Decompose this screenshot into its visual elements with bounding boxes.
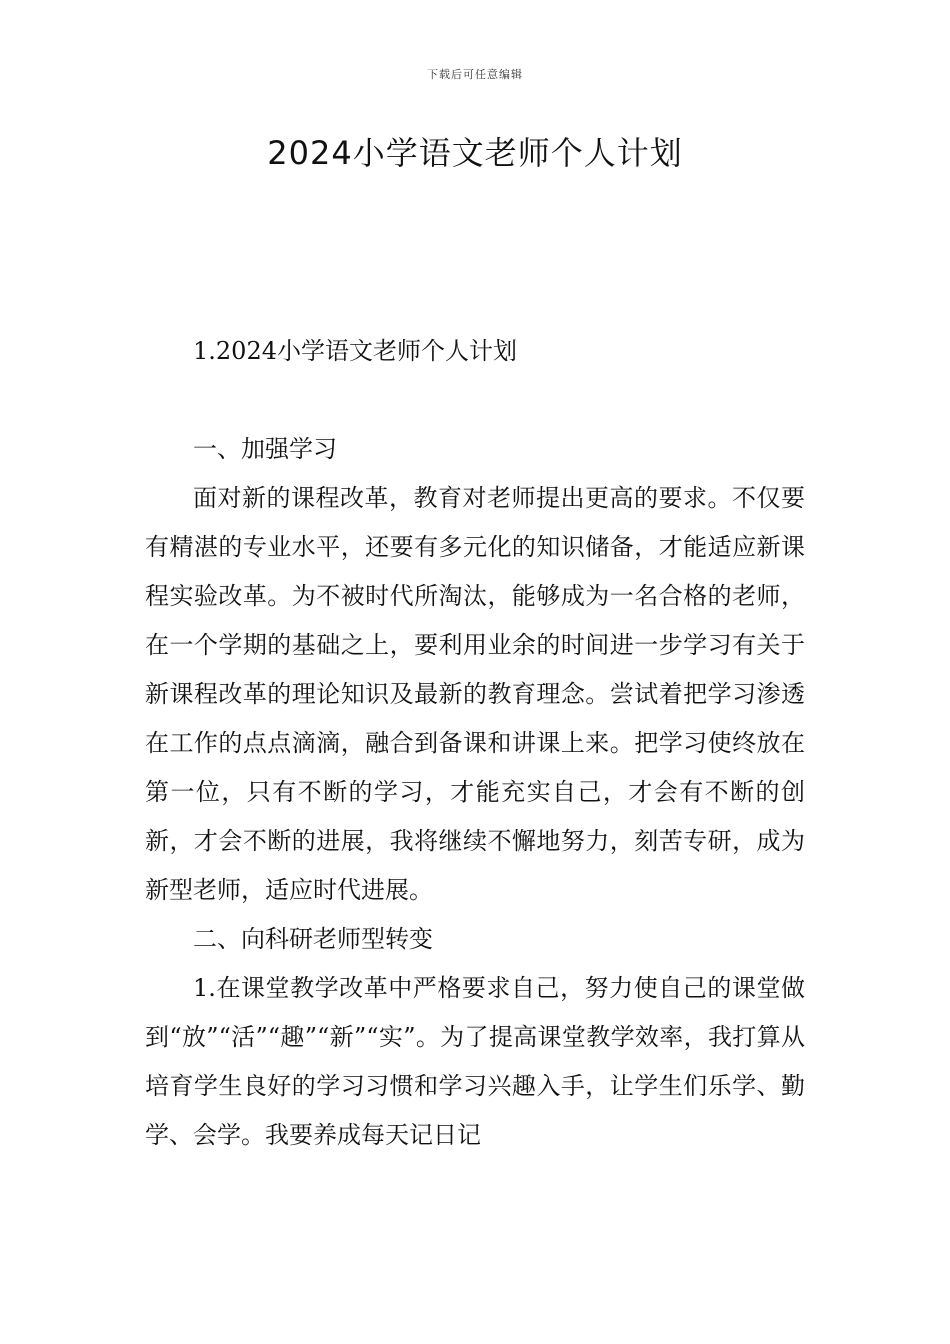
section-2-paragraph-1: 1.在课堂教学改革中严格要求自己，努力使自己的课堂做到“放”“活”“趣”“新”“实”。为了提高课堂教学效率，我打算从培育学生良好的学习习惯和学习兴趣入手，让学生们乐学、勤学、会学。我要养成每天记日记 bbox=[145, 974, 805, 1149]
header-note: 下载后可任意编辑 bbox=[427, 68, 523, 81]
section-1-paragraph-1: 面对新的课程改革，教育对老师提出更高的要求。不仅要有精湛的专业水平，还要有多元化的知识储备，才能适应新课程实验改革。为不被时代所淘汰，能够成为一名合格的老师，在一个学期的基础之上，要利用业余的时间进一步学习有关于新课程改革的理论知识及最新的教育理念。尝试着把学习渗透在工作的点点滴滴，融合到备课和讲课上来。把学习使终放在第一位，只有不断的学习，才能充实自己，才会有不断的创新，才会不断的进展，我将继续不懈地努力，刻苦专研，成为新型老师，适应时代进展。 bbox=[145, 484, 805, 904]
subtitle: 1.2024小学语文老师个人计划 bbox=[193, 337, 517, 365]
section-heading-2: 二、向科研老师型转变 bbox=[193, 925, 433, 953]
section-heading-1: 一、加强学习 bbox=[193, 435, 337, 463]
document-title: 2024小学语文老师个人计划 bbox=[267, 134, 683, 172]
document-body bbox=[145, 327, 805, 1160]
